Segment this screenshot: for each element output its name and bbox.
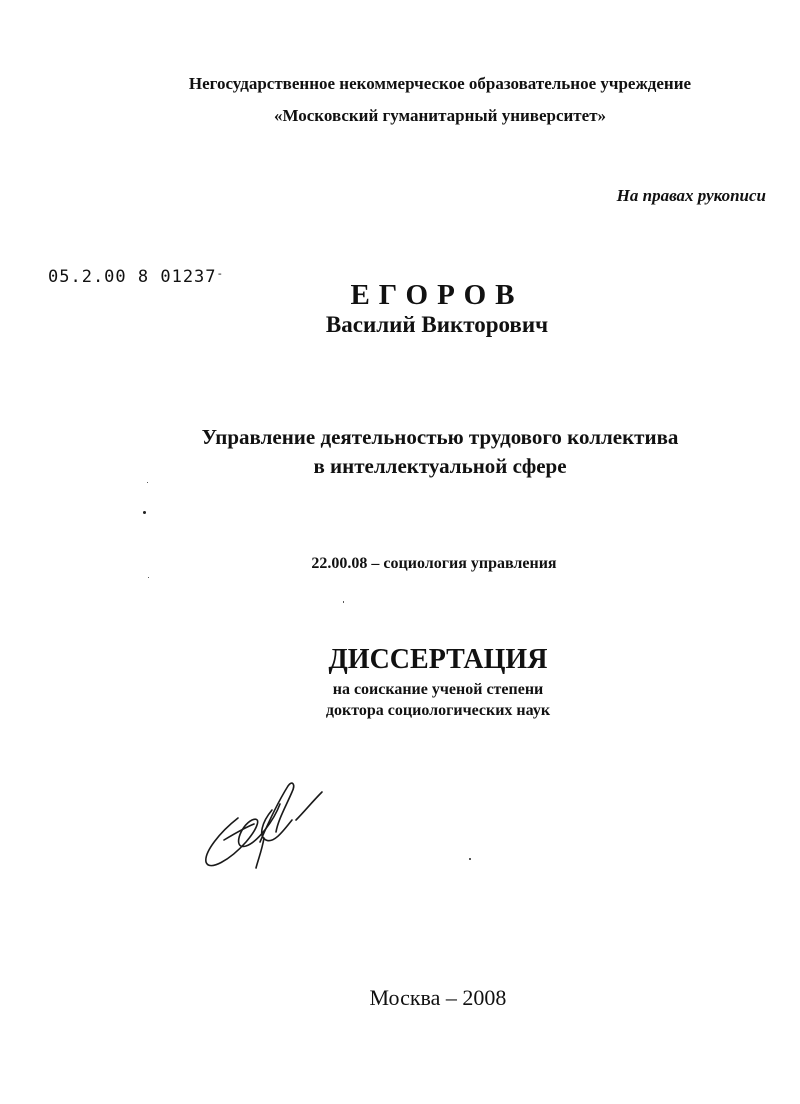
manuscript-rights-note: На правах рукописи bbox=[616, 186, 766, 205]
degree-line2: доктора социологических наук bbox=[325, 702, 551, 719]
thesis-title-line2: в интеллектуальной сфере bbox=[313, 454, 567, 478]
scan-speck bbox=[147, 482, 148, 483]
thesis-specialty: 22.00.08 – социология управления bbox=[311, 555, 557, 572]
institution-name-line1: Негосударственное некоммерческое образовательное учреждение bbox=[188, 74, 692, 93]
city-and-year: Москва – 2008 bbox=[369, 985, 507, 1010]
catalog-mark: - bbox=[216, 267, 225, 280]
institution-name-line2: «Московский гуманитарный университет» bbox=[273, 106, 607, 125]
handwritten-signature-icon bbox=[200, 780, 330, 880]
author-surname: ЕГОРОВ bbox=[350, 279, 524, 311]
degree-line1: на соискание ученой степени bbox=[332, 681, 544, 698]
scan-speck bbox=[469, 858, 471, 860]
scan-speck bbox=[143, 511, 146, 514]
author-given-names: Василий Викторович bbox=[325, 312, 549, 337]
thesis-title-line1: Управление деятельностью трудового коллектива bbox=[201, 425, 679, 449]
scan-speck bbox=[343, 601, 344, 603]
document-type-heading: ДИССЕРТАЦИЯ bbox=[328, 644, 548, 675]
scan-speck bbox=[148, 577, 149, 578]
catalog-number-text: 05.2.00 8 01237 bbox=[48, 267, 217, 287]
